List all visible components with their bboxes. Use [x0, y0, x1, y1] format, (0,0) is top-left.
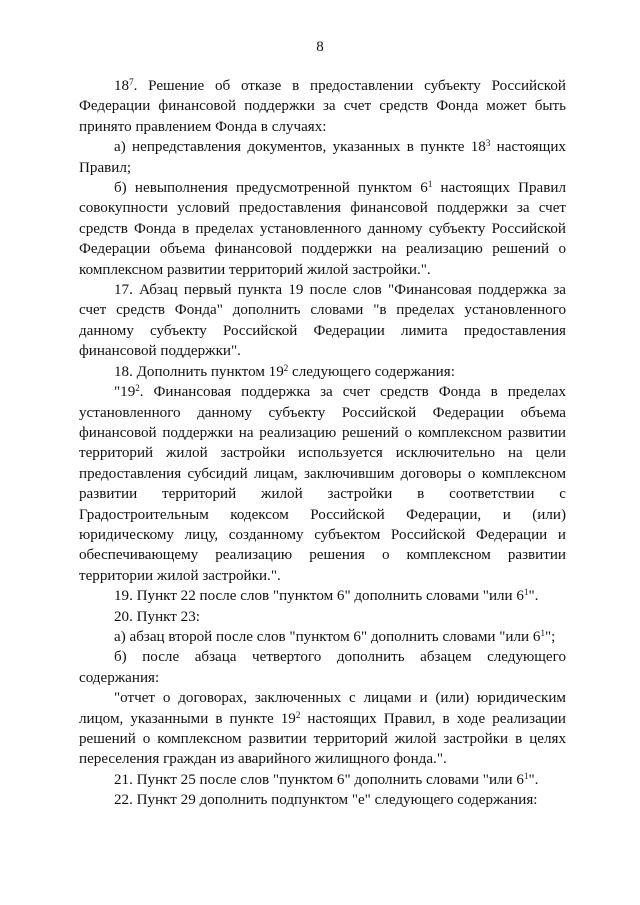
paragraph-p18-7-a [79, 137, 566, 178]
paragraph-p20-b [79, 647, 566, 688]
paragraph-text: ". [528, 771, 539, 788]
paragraph-text: "отчет о договорах, заключенных с лицами и (или) юридическим лицом, указанными в пункте 19 [79, 690, 566, 727]
paragraph-text: б) невыполнения предусмотренной пунктом 6 [114, 180, 428, 197]
paragraph-p20 [79, 607, 566, 627]
paragraph-text: 17. Абзац первый пункта 19 после слов "Финансовая поддержка за счет средств Фонда" дополнить словами "в пределах установленного данному субъекту Российской Федерации лимита предоставления финансовой поддержки". [79, 282, 566, 360]
paragraph-text: . Решение об отказе в предоставлении субъекту Российской Федерации финансовой поддержки за счет средств Фонда может быть принято правлением Фонда в случаях: [79, 78, 566, 135]
paragraph-text: 21. Пункт 25 после слов "пунктом 6" дополнить словами "или 6 [114, 771, 524, 788]
paragraph-text: 18 [114, 78, 130, 94]
paragraph-p22 [79, 790, 566, 810]
paragraph-p18-7 [79, 76, 566, 137]
paragraph-text: . Финансовая поддержка за счет средств Фонда в пределах установленного данному субъекту Российской Федерации объема финансовой поддержки на реализацию решений о комплексном развитии территорий жилой застройки используется исключительно на цели предоставления субсидий лицам, заключившим договоры о комплексном развитии территорий жилой застройки в соответствии с Градостроительным кодексом Российской Федерации, и (или) юридическому лицу, созданному субъектом Российской Федерации и обеспечивающему реализацию решения о комплексном развитии территории жилой застройки.". [79, 384, 566, 584]
paragraph-text: а) абзац второй после слов "пунктом 6" дополнить словами "или 6 [114, 628, 541, 645]
paragraph-p18 [79, 362, 566, 382]
paragraph-p20-a [79, 627, 566, 647]
page-number: 8 [316, 39, 324, 55]
paragraph-text: ". [528, 588, 539, 605]
paragraph-text: "19 [114, 384, 136, 401]
paragraph-text: настоящих Правил, в ходе реализации решений о комплексном развитии территорий жилой застройки в целях переселения граждан из аварийного жилищного фонда.". [79, 710, 567, 768]
paragraph-text: "; [544, 628, 556, 645]
superscript-index: 7 [129, 77, 134, 87]
paragraph-p19-2 [79, 382, 566, 586]
paragraph-p20-b-quote [79, 688, 566, 770]
document-body [79, 76, 566, 811]
superscript-index: 1 [540, 627, 545, 638]
superscript-index: 1 [523, 770, 529, 781]
paragraph-text: следующего содержания: [288, 363, 455, 380]
paragraph-text: 20. Пункт 23: [114, 608, 200, 625]
superscript-index: 1 [523, 587, 529, 598]
superscript-index: 2 [135, 383, 140, 394]
paragraph-p19 [79, 586, 566, 606]
paragraph-text: настоящих Правил; [79, 139, 566, 176]
paragraph-text: а) непредставления документов, указанных в пункте 18 [114, 139, 486, 156]
paragraph-text: настоящих Правил совокупности условий предоставления финансовой поддержки за счет средств Фонда в пределах установленного данному субъекту Российской Федерации объема финансовой поддержки на реализацию решений о комплексном развитии территорий жилой застройки.". [79, 180, 566, 278]
paragraph-text: 18. Дополнить пунктом 19 [114, 363, 284, 380]
paragraph-p18-7-b [79, 178, 566, 280]
superscript-index: 2 [295, 709, 301, 720]
superscript-index: 2 [283, 362, 289, 373]
superscript-index: 3 [485, 138, 491, 149]
paragraph-p17 [79, 280, 566, 362]
paragraph-p21 [79, 770, 566, 790]
paragraph-text: 22. Пункт 29 дополнить подпунктом "е" следующего содержания: [114, 792, 538, 809]
paragraph-text: б) после абзаца четвертого дополнить абзацем следующего содержания: [79, 649, 566, 686]
superscript-index: 1 [427, 179, 433, 190]
paragraph-text: 19. Пункт 22 после слов "пунктом 6" дополнить словами "или 6 [114, 588, 524, 605]
